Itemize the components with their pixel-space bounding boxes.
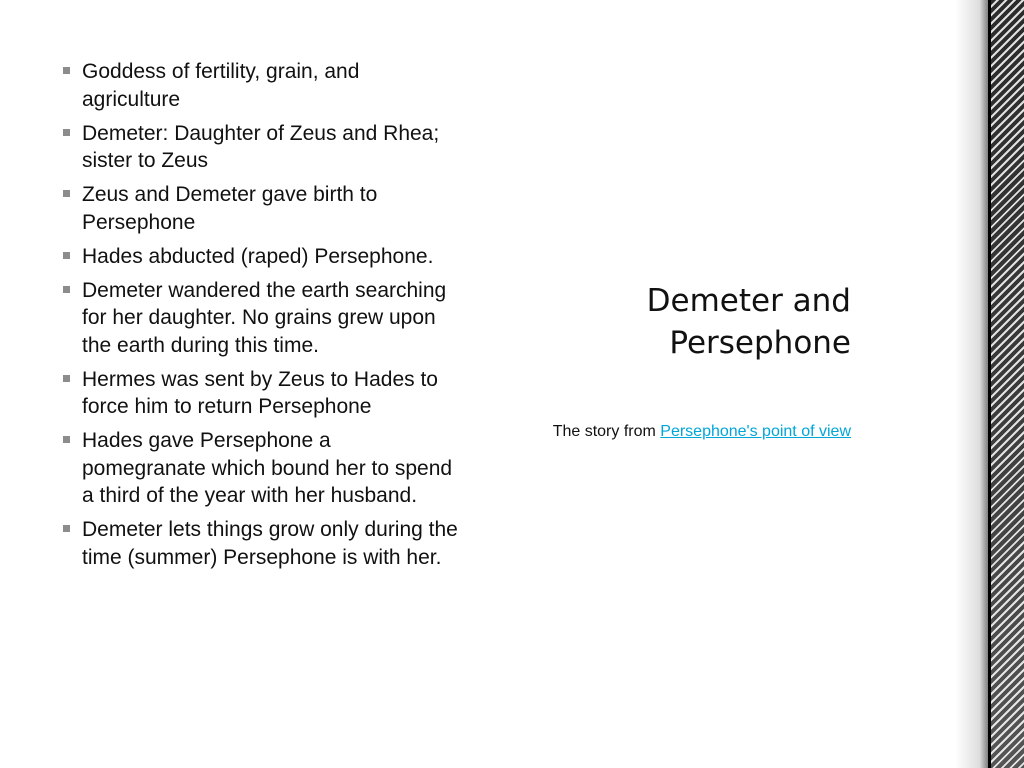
bullet-item xyxy=(60,120,460,175)
square-bullet-icon xyxy=(63,525,70,532)
slide-title xyxy=(511,280,851,364)
bullet-text: Hades gave Persephone a pomegranate which bound her to spend a third of the year with her husband. xyxy=(82,429,453,507)
bullet-text: Demeter lets things grow only during the time (summer) Persephone is with her. xyxy=(82,518,458,569)
bullet-text: Demeter: Daughter of Zeus and Rhea; sister to Zeus xyxy=(82,121,440,172)
bullet-text: Hades abducted (raped) Persephone. xyxy=(82,244,434,268)
decorative-edge-strip xyxy=(988,0,1024,768)
square-bullet-icon xyxy=(63,286,70,293)
edge-divider xyxy=(988,0,991,768)
bullet-text: Demeter wandered the earth searching for her daughter. No grains grew upon the earth during this time. xyxy=(82,278,447,357)
persephone-story-link[interactable]: Persephone's point of view xyxy=(660,423,851,440)
bullet-item xyxy=(60,366,460,421)
subtitle-text: The story from xyxy=(552,423,661,440)
bullet-text: Zeus and Demeter gave birth to Persephone xyxy=(82,183,378,234)
edge-shadow xyxy=(955,0,990,768)
bullet-item xyxy=(60,58,460,113)
square-bullet-icon xyxy=(63,190,70,197)
bullet-item xyxy=(60,277,460,360)
bullet-text: Goddess of fertility, grain, and agriculture xyxy=(82,60,360,111)
bullet-list xyxy=(60,58,460,578)
square-bullet-icon xyxy=(63,375,70,382)
slide-subtitle xyxy=(551,420,851,444)
bullet-text: Hermes was sent by Zeus to Hades to force him to return Persephone xyxy=(82,367,438,418)
square-bullet-icon xyxy=(63,252,70,259)
bullet-item xyxy=(60,427,460,510)
square-bullet-icon xyxy=(63,436,70,443)
title-line-1: Demeter and xyxy=(646,283,851,319)
bullet-item xyxy=(60,243,460,271)
bullet-item xyxy=(60,181,460,236)
square-bullet-icon xyxy=(63,67,70,74)
square-bullet-icon xyxy=(63,129,70,136)
title-line-2: Persephone xyxy=(669,325,851,361)
bullet-item xyxy=(60,516,460,571)
